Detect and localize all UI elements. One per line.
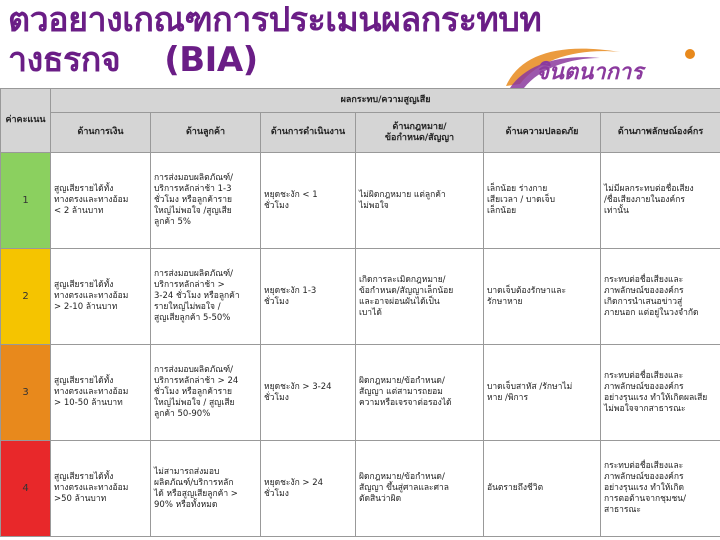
legal-cell: ผิดกฎหมาย/ข้อกำหนด/ สัญญา แต่สามารถยอม ความหรือเจรจาต่อรองได้ [356, 345, 484, 441]
finance-cell: สูญเสียรายได้ทั้ง ทางตรงและทางอ้อม > 2-10 ล้านบาท [51, 249, 151, 345]
finance-cell: สูญเสียรายได้ทั้ง ทางตรงและทางอ้อม > 10-50 ล้านบาท [51, 345, 151, 441]
table-row [1, 345, 720, 441]
operations-cell: หยุดชะงัก > 24 ชั่วโมง [261, 441, 356, 537]
table-row [1, 441, 720, 537]
legal-cell: เกิดการละเมิดกฎหมาย/ ข้อกำหนด/สัญญาเล็กน้อย และอาจผ่อนผันได้เป็น เบาได้ [356, 249, 484, 345]
level-cell: 3 [1, 345, 51, 441]
column-header-customer: ด้านลูกค้า [151, 113, 261, 153]
operations-cell: หยุดชะงัก 1-3 ชั่วโมง [261, 249, 356, 345]
table-row [1, 249, 720, 345]
impact-group-header: ผลกระทบ/ความสูญเสีย [51, 89, 720, 113]
bia-criteria-table [0, 88, 720, 537]
safety-cell: บาดเจ็บต้องรักษาและ รักษาหาย [484, 249, 601, 345]
title-line-2-left: างธรกจ [8, 40, 121, 80]
column-header-operations: ด้านการดำเนินงาน [261, 113, 356, 153]
level-cell: 1 [1, 153, 51, 249]
customer-cell: การส่งมอบผลิตภัณฑ์/ บริการหลักล่าช้า > 24 ชั่วโมง หรือลูกค้าราย ใหญ่ไม่พอใจ / สูญเสีย ลูกค้า 50-90% [151, 345, 261, 441]
reputation-cell: กระทบต่อชื่อเสียงและ ภาพลักษณ์ขององค์กร เกิดการนำเสนอข่าวสู่ ภายนอก แต่อยู่ในวงจำกัด [601, 249, 720, 345]
operations-cell: หยุดชะงัก < 1 ชั่วโมง [261, 153, 356, 249]
legal-cell: ผิดกฎหมาย/ข้อกำหนด/ สัญญา ขึ้นสู่ศาลและศาล ตัดสินว่าผิด [356, 441, 484, 537]
customer-cell: การส่งมอบผลิตภัณฑ์/ บริการหลักล่าช้า 1-3 ชั่วโมง หรือลูกค้าราย ใหญ่ไม่พอใจ /สูญเสีย ลูกค้า 5% [151, 153, 261, 249]
reputation-cell: กระทบต่อชื่อเสียงและ ภาพลักษณ์ขององค์กร อย่างรุนแรง ทำให้เกิด การตอต้านจากชุมชน/ สาธารณะ [601, 441, 720, 537]
reputation-cell: ไม่มีผลกระทบต่อชื่อเสียง /ชื่อเสียงภายในองค์กร เท่านั้น [601, 153, 720, 249]
logo-text: จินตนาการ [536, 59, 644, 85]
page-title [8, 0, 542, 80]
title-line-1: ตวอยางเกณฑการประเมนผลกระทบท [8, 0, 542, 40]
column-header-finance: ด้านการเงิน [51, 113, 151, 153]
brand-logo [500, 44, 710, 94]
column-header-legal: ด้านกฎหมาย/ ข้อกำหนด/สัญญา [356, 113, 484, 153]
customer-cell: ไม่สามารถส่งมอบ ผลิตภัณฑ์/บริการหลัก ได้ หรือสูญเสียลูกค้า > 90% หรือทั้งหมด [151, 441, 261, 537]
level-header: ค่าคะแนน [1, 89, 51, 153]
level-cell: 2 [1, 249, 51, 345]
title-line-2-right: (BIA) [164, 40, 258, 80]
safety-cell: บาดเจ็บสาหัส /รักษาไม่ หาย /พิการ [484, 345, 601, 441]
legal-cell: ไม่ผิดกฎหมาย แต่ลูกค้า ไม่พอใจ [356, 153, 484, 249]
column-header-safety: ด้านความปลอดภัย [484, 113, 601, 153]
level-cell: 4 [1, 441, 51, 537]
finance-cell: สูญเสียรายได้ทั้ง ทางตรงและทางอ้อม < 2 ล้านบาท [51, 153, 151, 249]
operations-cell: หยุดชะงัก > 3-24 ชั่วโมง [261, 345, 356, 441]
column-header-reputation: ด้านภาพลักษณ์องค์กร [601, 113, 720, 153]
bia-table-container [0, 88, 720, 540]
title-line-2 [8, 40, 528, 80]
reputation-cell: กระทบต่อชื่อเสียงและ ภาพลักษณ์ขององค์กร อย่างรุนแรง ทำให้เกิดผลเสีย ไม่พอใจจากสาธารณะ [601, 345, 720, 441]
customer-cell: การส่งมอบผลิตภัณฑ์/ บริการหลักล่าช้า > 3-24 ชั่วโมง หรือลูกค้า รายใหญ่ไม่พอใจ / สูญเสียลูกค้า 5-50% [151, 249, 261, 345]
safety-cell: อันตรายถึงชีวิต [484, 441, 601, 537]
table-row [1, 153, 720, 249]
finance-cell: สูญเสียรายได้ทั้ง ทางตรงและทางอ้อม >50 ล้านบาท [51, 441, 151, 537]
safety-cell: เล็กน้อย ร่างกาย เสียเวลา / บาดเจ็บ เล็กน้อย [484, 153, 601, 249]
